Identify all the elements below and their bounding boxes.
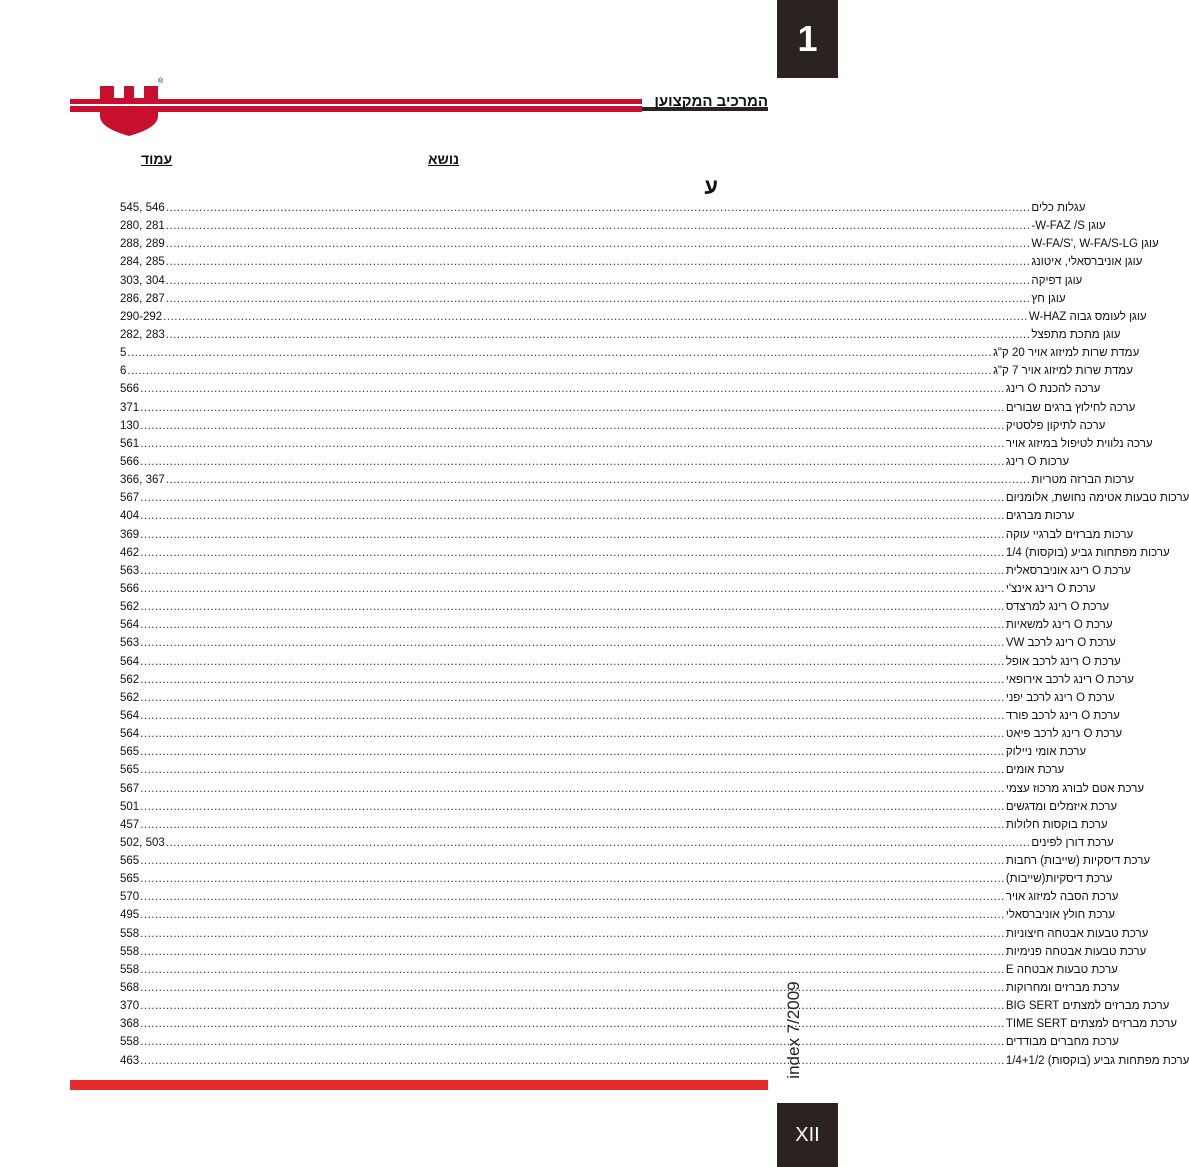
entry-topic: ערכות מברגים bbox=[1005, 510, 1075, 523]
index-entry bbox=[120, 816, 1108, 834]
entry-page: 370 bbox=[120, 1000, 140, 1013]
entry-topic: ערכת אטם לבורג מרכוז עצמי bbox=[1005, 782, 1145, 795]
entry-topic: עוגן דפיקה bbox=[1031, 274, 1083, 287]
index-entry bbox=[120, 580, 1096, 598]
entry-topic: ערכת אומים bbox=[1005, 764, 1065, 777]
dot-leader bbox=[140, 707, 1005, 725]
entry-page: 404 bbox=[120, 510, 140, 523]
index-entry bbox=[120, 852, 1151, 870]
entry-page: 570 bbox=[120, 891, 140, 904]
entry-page: 371 bbox=[120, 401, 140, 414]
dot-leader bbox=[140, 725, 1005, 743]
entry-topic: ערכת O רינג לרכב פיאט bbox=[1005, 728, 1123, 741]
dot-leader bbox=[140, 1015, 1005, 1033]
dot-leader bbox=[166, 253, 1031, 271]
dot-leader bbox=[140, 1033, 1005, 1051]
chapter-tab: 1 bbox=[777, 0, 838, 78]
index-entry bbox=[120, 235, 1159, 253]
dot-leader bbox=[166, 235, 1031, 253]
dot-leader bbox=[166, 834, 1031, 852]
column-header-page: עמוד bbox=[141, 151, 173, 167]
entry-topic: עמדת שרות למיזוג אויר 20 ק"ג bbox=[993, 347, 1140, 360]
dot-leader bbox=[166, 290, 1031, 308]
dot-leader bbox=[140, 380, 1005, 398]
entry-page: 567 bbox=[120, 492, 140, 505]
dot-leader bbox=[127, 362, 992, 380]
index-entry bbox=[120, 399, 1136, 417]
entry-topic: ערכת בוקסות חלולות bbox=[1005, 818, 1108, 831]
entry-topic: ערכת O רינג לרכב פורד bbox=[1005, 709, 1120, 722]
dot-leader bbox=[140, 961, 1005, 979]
dot-leader bbox=[166, 471, 1031, 489]
index-entry bbox=[120, 290, 1066, 308]
entry-topic: ערכה להכנת O רינג bbox=[1005, 383, 1101, 396]
entry-topic: ערכת O רינג למשאיות bbox=[1005, 619, 1113, 632]
entry-topic: עוגן מתכת מתפצל bbox=[1031, 328, 1121, 341]
entry-page: 558 bbox=[120, 1036, 140, 1049]
index-entry bbox=[120, 653, 1121, 671]
column-header-topic: נושא bbox=[428, 151, 460, 167]
entry-topic: ערכת חולץ אוניברסאלי bbox=[1005, 909, 1115, 922]
entry-topic: ערכת הסבה למיזוג אויר bbox=[1005, 891, 1119, 904]
dot-leader bbox=[140, 580, 1005, 598]
entry-page: 463 bbox=[120, 1054, 140, 1067]
entry-page: 568 bbox=[120, 982, 140, 995]
side-label-text: index 7/2009 bbox=[784, 981, 803, 1079]
index-entry bbox=[120, 417, 1106, 435]
entry-page: 368 bbox=[120, 1018, 140, 1031]
index-entry bbox=[120, 526, 1134, 544]
index-entry bbox=[120, 725, 1123, 743]
entry-page: 558 bbox=[120, 963, 140, 976]
entry-topic: ערכות הברזה מטריות bbox=[1031, 474, 1135, 487]
dot-leader bbox=[127, 344, 992, 362]
entry-page: 561 bbox=[120, 437, 140, 450]
index-entry bbox=[120, 507, 1075, 525]
index-entry bbox=[120, 798, 1118, 816]
index-entry bbox=[120, 362, 1133, 380]
index-entry bbox=[120, 997, 1170, 1015]
dot-leader bbox=[140, 653, 1005, 671]
index-entry bbox=[120, 199, 1086, 217]
entry-page: 5 bbox=[120, 347, 127, 360]
dot-leader bbox=[140, 816, 1005, 834]
entry-page: 290-292 bbox=[120, 310, 163, 323]
entry-topic: ערכות טבעות אטימה נחושת, אלומניום bbox=[1005, 492, 1189, 505]
entry-topic: ערכת דורן לפינים bbox=[1031, 836, 1114, 849]
index-entry bbox=[120, 925, 1149, 943]
entry-topic: ערכת מפתחות גביע (בוקסות) 1/4+1/2 bbox=[1005, 1054, 1189, 1067]
entry-page: 564 bbox=[120, 619, 140, 632]
dot-leader bbox=[140, 562, 1005, 580]
entry-topic: עוגן אוניברסאלי, איטונג bbox=[1031, 256, 1143, 269]
entry-topic: ערכת O רינג אינצ'י bbox=[1005, 582, 1096, 595]
svg-text:®: ® bbox=[158, 78, 164, 85]
entry-topic: ערכה נלווית לטיפול במיזוג אויר bbox=[1005, 437, 1153, 450]
dot-leader bbox=[140, 544, 1005, 562]
entry-topic: עוגן חץ bbox=[1031, 292, 1066, 305]
entry-page: 563 bbox=[120, 564, 140, 577]
dot-leader bbox=[166, 272, 1031, 290]
entry-topic: ערכות O רינג bbox=[1005, 455, 1070, 468]
entry-page: 567 bbox=[120, 782, 140, 795]
index-entry bbox=[120, 634, 1116, 652]
entry-page: 6 bbox=[120, 365, 127, 378]
index-entry bbox=[120, 489, 1189, 507]
index-entry bbox=[120, 435, 1153, 453]
entry-page: 545, 546 bbox=[120, 202, 165, 214]
entry-page: 502, 503 bbox=[120, 836, 165, 849]
entry-page: 565 bbox=[120, 746, 140, 759]
index-entry bbox=[120, 689, 1115, 707]
entry-page: 288, 289 bbox=[120, 238, 165, 251]
dot-leader bbox=[140, 979, 1005, 997]
entry-topic: ערכת דיסקיות (שייבות) רחבות bbox=[1005, 855, 1151, 868]
dot-leader bbox=[166, 199, 1031, 217]
index-entry bbox=[120, 598, 1110, 616]
dot-leader bbox=[140, 780, 1005, 798]
dot-leader bbox=[140, 761, 1005, 779]
index-entry bbox=[120, 217, 1106, 235]
dot-leader bbox=[140, 798, 1005, 816]
dot-leader bbox=[140, 943, 1005, 961]
index-entry bbox=[120, 834, 1114, 852]
entry-page: 558 bbox=[120, 927, 140, 940]
entry-topic: עגלות כלים bbox=[1031, 202, 1086, 214]
index-entry bbox=[120, 616, 1113, 634]
index-entry bbox=[120, 761, 1065, 779]
dot-leader bbox=[166, 217, 1031, 235]
entry-topic: ערכת O רינג לרכב יפני bbox=[1005, 691, 1115, 704]
index-entry bbox=[120, 272, 1083, 290]
dot-leader bbox=[140, 689, 1005, 707]
entry-topic: ערכות מפתחות גביע (בוקסות) 1/4 bbox=[1005, 546, 1170, 559]
dot-leader bbox=[166, 326, 1031, 344]
index-entry bbox=[120, 1052, 1189, 1070]
entry-topic: עוגן לעומס גבוה W-HAZ bbox=[1028, 310, 1147, 323]
index-entry bbox=[120, 544, 1170, 562]
index-entry bbox=[120, 906, 1115, 924]
entry-topic: עמדת שרות למיזוג אויר 7 ק"ג bbox=[993, 365, 1133, 378]
index-entry bbox=[120, 707, 1120, 725]
dot-leader bbox=[140, 526, 1005, 544]
dot-leader bbox=[140, 743, 1005, 761]
index-entry bbox=[120, 870, 1113, 888]
dot-leader bbox=[140, 870, 1005, 888]
page-number: XII bbox=[777, 1103, 838, 1167]
entry-page: 457 bbox=[120, 818, 140, 831]
entry-topic: ערכת מברזים ומחרוקות bbox=[1005, 982, 1120, 995]
entry-topic: ערכת O רינג לרכב אירופאי bbox=[1005, 673, 1134, 686]
index-entry bbox=[120, 562, 1131, 580]
entry-page: 565 bbox=[120, 873, 140, 886]
dot-leader bbox=[140, 435, 1005, 453]
entry-page: 566 bbox=[120, 582, 140, 595]
entry-topic: ערכת O רינג לרכב VW bbox=[1005, 637, 1116, 650]
entry-page: 566 bbox=[120, 383, 140, 396]
entry-topic: ערכת מברזים למצתים TIME SERT bbox=[1005, 1018, 1178, 1031]
index-entry bbox=[120, 380, 1101, 398]
entry-page: 565 bbox=[120, 855, 140, 868]
entry-topic: ערכת איזמלים ומדגשים bbox=[1005, 800, 1118, 813]
entry-page: 562 bbox=[120, 601, 140, 614]
page-title: המרכיב המקצוען bbox=[654, 93, 768, 110]
entry-topic: ערכת O רינג למרצדס bbox=[1005, 601, 1110, 614]
entry-page: 369 bbox=[120, 528, 140, 541]
entry-topic: ערכת O רינג אוניברסאלית bbox=[1005, 564, 1131, 577]
header-rule-red bbox=[70, 99, 642, 112]
dot-leader bbox=[140, 634, 1005, 652]
entry-topic: ערכת אומי ניילוק bbox=[1005, 746, 1087, 759]
dot-leader bbox=[140, 1052, 1005, 1070]
dot-leader bbox=[140, 507, 1005, 525]
index-entry bbox=[120, 344, 1140, 362]
index-entry bbox=[120, 326, 1121, 344]
dot-leader bbox=[140, 906, 1005, 924]
entry-page: 130 bbox=[120, 419, 140, 432]
entry-topic: ערכת טבעות אבטחה חיצוניות bbox=[1005, 927, 1149, 940]
index-entry bbox=[120, 888, 1119, 906]
entry-page: 558 bbox=[120, 945, 140, 958]
entry-page: 565 bbox=[120, 764, 140, 777]
dot-leader bbox=[140, 888, 1005, 906]
dot-leader bbox=[140, 671, 1005, 689]
entry-topic: ערכה לחילוץ ברגים שבורים bbox=[1005, 401, 1136, 414]
entry-page: 280, 281 bbox=[120, 220, 165, 233]
entry-topic: ערכות מברזים לברגיי עוקה bbox=[1005, 528, 1134, 541]
dot-leader bbox=[140, 453, 1005, 471]
dot-leader bbox=[140, 925, 1005, 943]
dot-leader bbox=[140, 997, 1005, 1015]
index-entry bbox=[120, 943, 1147, 961]
dot-leader bbox=[140, 598, 1005, 616]
dot-leader bbox=[140, 489, 1005, 507]
entry-page: 366, 367 bbox=[120, 474, 165, 487]
index-entry bbox=[120, 471, 1135, 489]
entry-topic: ערכה לתיקון פלסטיק bbox=[1005, 419, 1106, 432]
entry-page: 564 bbox=[120, 655, 140, 668]
entry-topic: עוגן W-FAZ /S- bbox=[1031, 220, 1106, 233]
dot-leader bbox=[140, 399, 1005, 417]
entry-topic: ערכת דיסקיות(שייבות) bbox=[1005, 873, 1113, 886]
entry-topic: ערכת מחברים מבודדים bbox=[1005, 1036, 1119, 1049]
index-entry bbox=[120, 961, 1118, 979]
footer-rule bbox=[70, 1080, 768, 1090]
index-entry bbox=[120, 453, 1070, 471]
section-letter: ע bbox=[704, 174, 718, 199]
entry-page: 501 bbox=[120, 800, 140, 813]
index-entry bbox=[120, 253, 1143, 271]
entry-page: 564 bbox=[120, 709, 140, 722]
entry-page: 495 bbox=[120, 909, 140, 922]
index-entry bbox=[120, 979, 1120, 997]
entry-topic: ערכת טבעות אבטחה E bbox=[1005, 963, 1118, 976]
entry-page: 566 bbox=[120, 455, 140, 468]
dot-leader bbox=[163, 308, 1028, 326]
entry-page: 562 bbox=[120, 673, 140, 686]
dot-leader bbox=[140, 852, 1005, 870]
index-entry bbox=[120, 780, 1145, 798]
index-entry bbox=[120, 743, 1087, 761]
entry-page: 562 bbox=[120, 691, 140, 704]
entry-topic: ערכת מברזים למצתים BIG SERT bbox=[1005, 1000, 1170, 1013]
entry-page: 286, 287 bbox=[120, 292, 165, 305]
entry-topic: ערכת טבעות אבטחה פנימיות bbox=[1005, 945, 1147, 958]
entry-topic: עוגן W-FA/S', W-FA/S-LG bbox=[1031, 238, 1159, 251]
entry-page: 284, 285 bbox=[120, 256, 165, 269]
entry-page: 564 bbox=[120, 728, 140, 741]
entry-page: 563 bbox=[120, 637, 140, 650]
index-entry bbox=[120, 1033, 1119, 1051]
entry-page: 282, 283 bbox=[120, 328, 165, 341]
index-entry bbox=[120, 308, 1147, 326]
index-entry bbox=[120, 1015, 1178, 1033]
index-entry bbox=[120, 671, 1134, 689]
entry-page: 462 bbox=[120, 546, 140, 559]
dot-leader bbox=[140, 417, 1005, 435]
entry-page: 303, 304 bbox=[120, 274, 165, 287]
entry-topic: ערכת O רינג לרכב אופל bbox=[1005, 655, 1121, 668]
dot-leader bbox=[140, 616, 1005, 634]
